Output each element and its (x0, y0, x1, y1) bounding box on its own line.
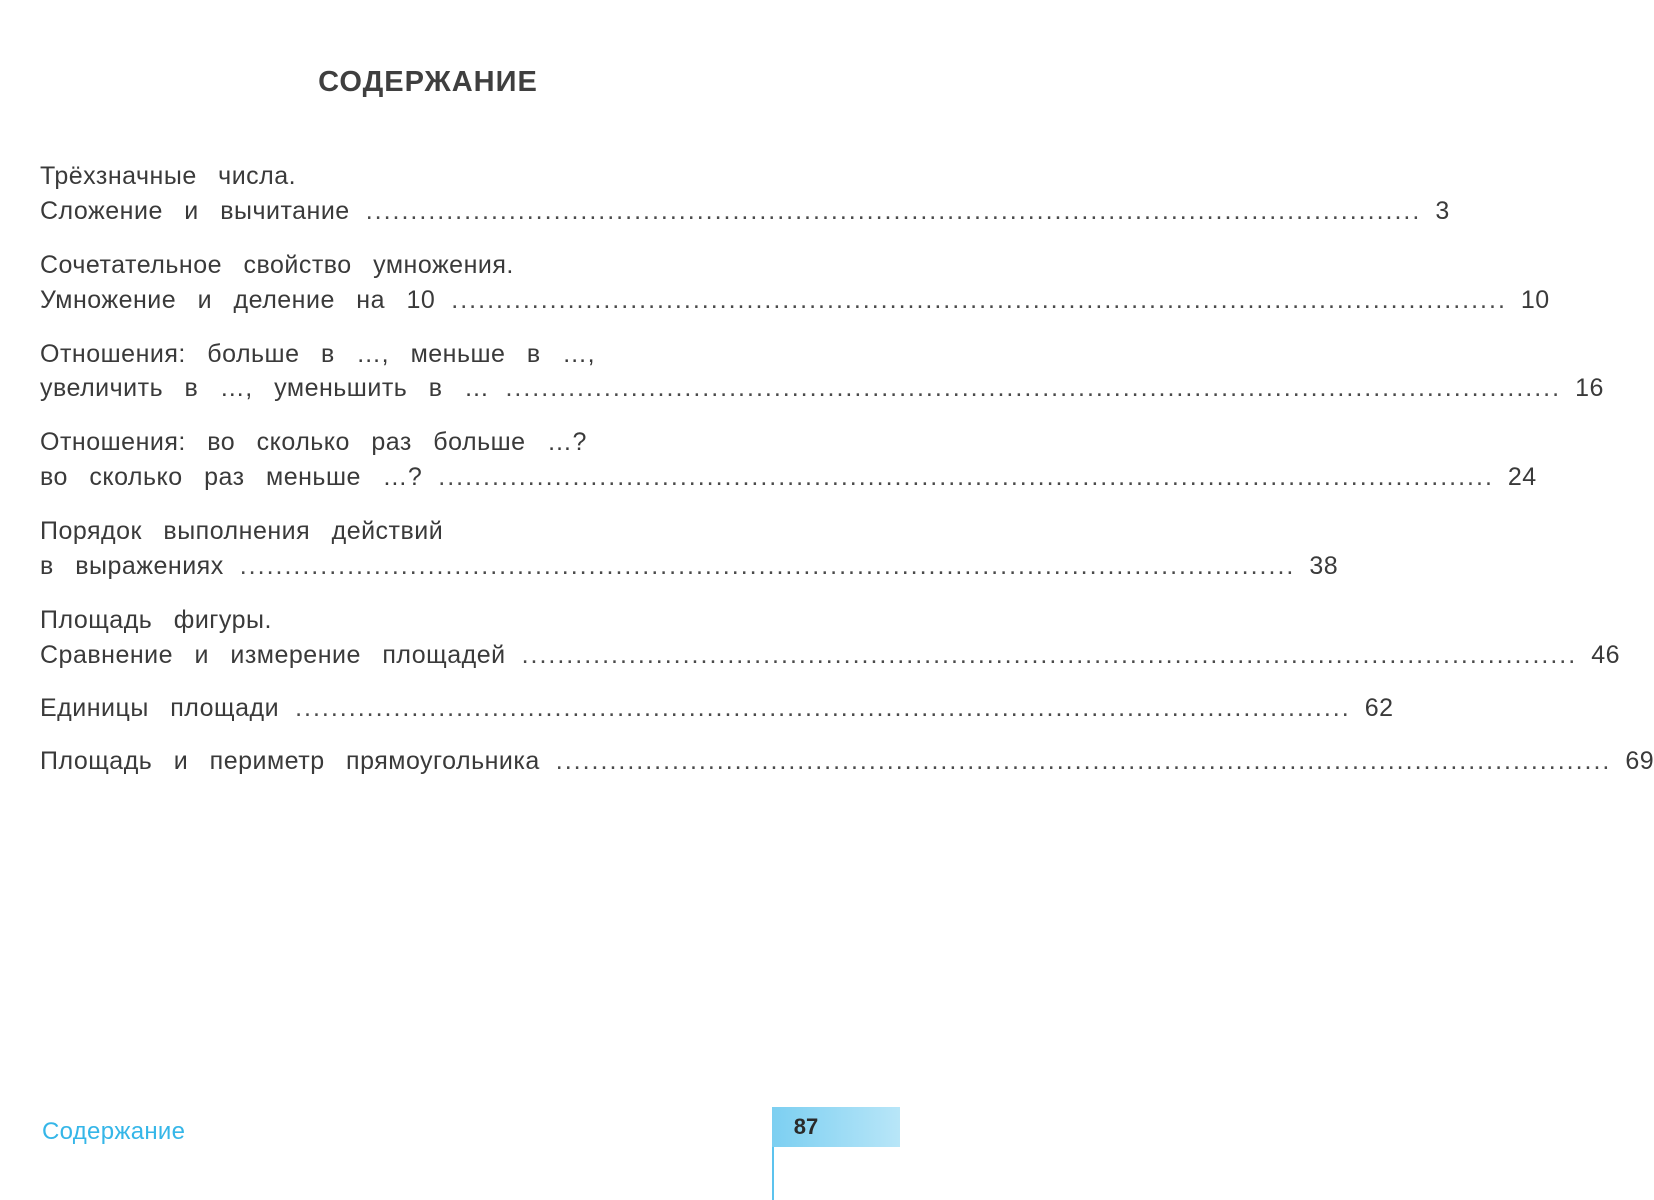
page-number-tab (772, 1107, 900, 1147)
toc-page-number: 24 (1507, 463, 1537, 491)
toc-entry-2-line: Сочетательное свойство умножения. (40, 251, 514, 279)
toc-entry-4-line: Отношения: во сколько раз больше …? (40, 428, 587, 456)
toc-entry-title: Сравнение и измерение площадей (40, 641, 506, 669)
page-number: 87 (793, 1114, 819, 1139)
toc-entry-1[interactable] (40, 193, 1450, 229)
dot-leader: ...................................................................................................................... (239, 552, 1296, 580)
page-title: СОДЕРЖАНИЕ (318, 66, 538, 98)
toc-entry-4[interactable] (40, 459, 1537, 495)
dot-leader: ...................................................................................................................... (451, 286, 1507, 314)
toc-entry-6-line: Площадь фигуры. (40, 606, 272, 634)
dot-leader: ...................................................................................................................... (521, 641, 1578, 669)
page-tab-rule (772, 1147, 774, 1200)
toc-page-number: 38 (1309, 552, 1339, 580)
toc-entry-2[interactable] (40, 282, 1550, 318)
toc-page-number: 69 (1625, 747, 1654, 775)
toc-entry-title: Сложение и вычитание (40, 197, 350, 225)
toc-entry-7[interactable] (40, 690, 1394, 726)
toc-entry-3[interactable] (40, 370, 1604, 406)
toc-page-number: 62 (1364, 694, 1394, 722)
toc-page-number: 3 (1435, 197, 1450, 225)
toc-entry-3-line: Отношения: больше в …, меньше в …, (40, 340, 596, 368)
toc-page-number: 16 (1575, 374, 1604, 402)
toc-entry-title: увеличить в …, уменьшить в … (40, 374, 490, 402)
toc-entry-title: Единицы площади (40, 694, 280, 722)
toc-entry-title: в выражениях (40, 552, 224, 580)
toc-entry-title: Умножение и деление на 10 (40, 286, 436, 314)
toc-entry-1-line: Трёхзначные числа. (40, 162, 297, 190)
dot-leader: ...................................................................................................................... (505, 374, 1562, 402)
toc-entry-5[interactable] (40, 548, 1339, 584)
toc-entry-5-line: Порядок выполнения действий (40, 517, 444, 545)
dot-leader: ...................................................................................................................... (365, 197, 1422, 225)
footer-section-label: Содержание (42, 1118, 186, 1145)
toc-entry-title: во сколько раз меньше …? (40, 463, 423, 491)
toc-entry-8[interactable] (40, 743, 1654, 779)
toc-entry-title: Площадь и периметр прямоугольника (40, 747, 540, 775)
dot-leader: ...................................................................................................................... (555, 747, 1612, 775)
toc-entry-6[interactable] (40, 637, 1620, 673)
toc-page-number: 10 (1520, 286, 1550, 314)
dot-leader: ...................................................................................................................... (295, 694, 1351, 722)
dot-leader: ...................................................................................................................... (438, 463, 1494, 491)
toc-page-number: 46 (1591, 641, 1620, 669)
